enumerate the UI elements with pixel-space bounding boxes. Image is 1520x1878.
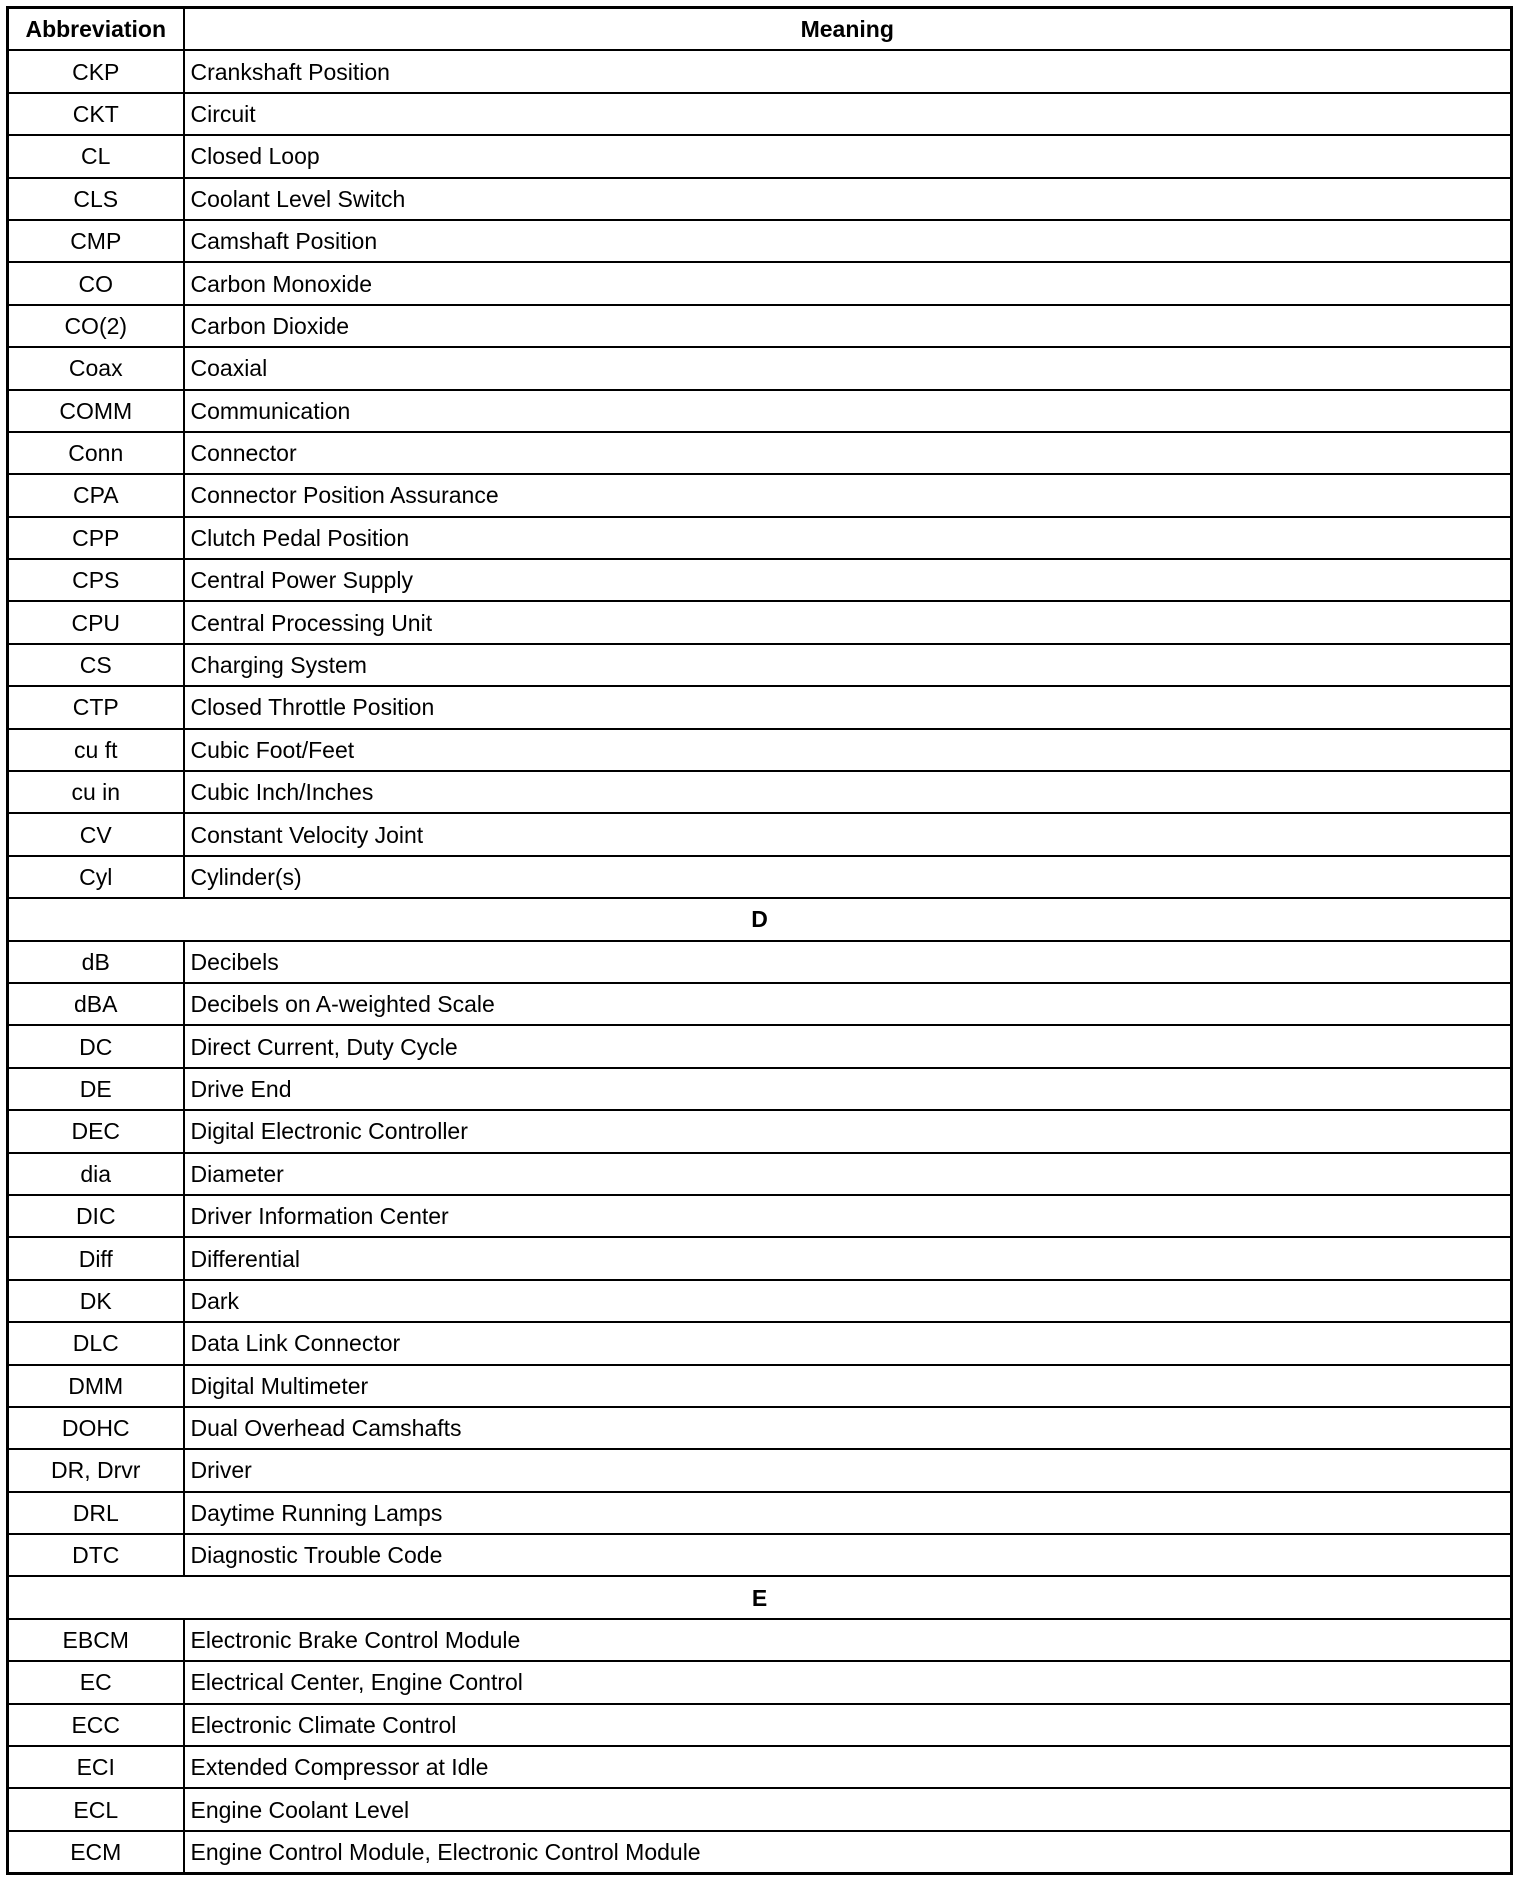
meaning-cell: Digital Multimeter	[184, 1365, 1512, 1407]
meaning-cell: Diagnostic Trouble Code	[184, 1534, 1512, 1576]
abbreviation-cell: cu ft	[8, 729, 184, 771]
table-row	[8, 1619, 1512, 1661]
abbreviation-cell: DE	[8, 1068, 184, 1110]
table-row	[8, 1407, 1512, 1449]
table-row	[8, 729, 1512, 771]
meaning-cell: Dual Overhead Camshafts	[184, 1407, 1512, 1449]
abbreviation-cell: DK	[8, 1280, 184, 1322]
table-row	[8, 220, 1512, 262]
meaning-cell: Connector	[184, 432, 1512, 474]
meaning-cell: Drive End	[184, 1068, 1512, 1110]
meaning-cell: Decibels	[184, 941, 1512, 983]
meaning-cell: Direct Current, Duty Cycle	[184, 1025, 1512, 1067]
meaning-cell: Extended Compressor at Idle	[184, 1746, 1512, 1788]
abbreviation-cell: CPA	[8, 474, 184, 516]
meaning-cell: Cubic Inch/Inches	[184, 771, 1512, 813]
table-row	[8, 390, 1512, 432]
meaning-cell: Data Link Connector	[184, 1322, 1512, 1364]
abbreviation-cell: DEC	[8, 1110, 184, 1152]
abbreviation-cell: CKP	[8, 50, 184, 92]
meaning-cell: Driver	[184, 1449, 1512, 1491]
abbreviation-cell: dia	[8, 1153, 184, 1195]
table-row	[8, 178, 1512, 220]
meaning-cell: Closed Throttle Position	[184, 686, 1512, 728]
abbreviation-cell: CPU	[8, 601, 184, 643]
table-row	[8, 1449, 1512, 1491]
table-row	[8, 1492, 1512, 1534]
abbreviation-cell: CPP	[8, 517, 184, 559]
meaning-cell: Engine Control Module, Electronic Control Module	[184, 1831, 1512, 1874]
abbreviation-cell: cu in	[8, 771, 184, 813]
meaning-cell: Dark	[184, 1280, 1512, 1322]
meaning-cell: Clutch Pedal Position	[184, 517, 1512, 559]
abbreviation-cell: CTP	[8, 686, 184, 728]
abbreviation-cell: dB	[8, 941, 184, 983]
table-row	[8, 474, 1512, 516]
table-row	[8, 50, 1512, 92]
meaning-cell: Coolant Level Switch	[184, 178, 1512, 220]
meaning-cell: Electronic Climate Control	[184, 1704, 1512, 1746]
table-row	[8, 1068, 1512, 1110]
table-row	[8, 601, 1512, 643]
meaning-cell: Constant Velocity Joint	[184, 813, 1512, 855]
table-row	[8, 1365, 1512, 1407]
table-body	[8, 50, 1512, 1873]
section-heading-row	[8, 1576, 1512, 1618]
table-row	[8, 262, 1512, 304]
section-heading-row	[8, 898, 1512, 940]
table-row	[8, 432, 1512, 474]
abbreviation-cell: DC	[8, 1025, 184, 1067]
abbreviation-cell: CL	[8, 135, 184, 177]
abbreviation-cell: ECM	[8, 1831, 184, 1874]
table-row	[8, 1153, 1512, 1195]
table-row	[8, 771, 1512, 813]
meaning-cell: Digital Electronic Controller	[184, 1110, 1512, 1152]
meaning-cell: Central Processing Unit	[184, 601, 1512, 643]
meaning-cell: Crankshaft Position	[184, 50, 1512, 92]
meaning-cell: Charging System	[184, 644, 1512, 686]
abbreviation-cell: DMM	[8, 1365, 184, 1407]
abbreviation-cell: CMP	[8, 220, 184, 262]
abbreviation-cell: CLS	[8, 178, 184, 220]
abbreviation-cell: DOHC	[8, 1407, 184, 1449]
table-row	[8, 93, 1512, 135]
meaning-cell: Differential	[184, 1237, 1512, 1279]
meaning-cell: Driver Information Center	[184, 1195, 1512, 1237]
abbreviation-cell: CV	[8, 813, 184, 855]
table-row	[8, 1237, 1512, 1279]
abbreviation-cell: Cyl	[8, 856, 184, 898]
abbreviation-cell: ECI	[8, 1746, 184, 1788]
table-row	[8, 941, 1512, 983]
table-row	[8, 856, 1512, 898]
abbreviation-table	[6, 6, 1513, 1875]
abbreviation-cell: DRL	[8, 1492, 184, 1534]
table-row	[8, 1195, 1512, 1237]
table-row	[8, 347, 1512, 389]
table-row	[8, 305, 1512, 347]
abbreviation-cell: Diff	[8, 1237, 184, 1279]
table-row	[8, 1322, 1512, 1364]
table-row	[8, 559, 1512, 601]
abbreviation-cell: COMM	[8, 390, 184, 432]
meaning-cell: Daytime Running Lamps	[184, 1492, 1512, 1534]
meaning-column-header: Meaning	[184, 8, 1512, 51]
table-row	[8, 1534, 1512, 1576]
abbreviation-cell: DLC	[8, 1322, 184, 1364]
meaning-cell: Camshaft Position	[184, 220, 1512, 262]
abbreviation-cell: CKT	[8, 93, 184, 135]
table-row	[8, 813, 1512, 855]
table-row	[8, 1110, 1512, 1152]
table-row	[8, 1661, 1512, 1703]
abbreviation-cell: CO(2)	[8, 305, 184, 347]
meaning-cell: Cylinder(s)	[184, 856, 1512, 898]
abbreviation-cell: dBA	[8, 983, 184, 1025]
abbreviation-cell: DIC	[8, 1195, 184, 1237]
meaning-cell: Carbon Dioxide	[184, 305, 1512, 347]
meaning-cell: Communication	[184, 390, 1512, 432]
section-heading: D	[8, 898, 1512, 940]
table-row	[8, 1025, 1512, 1067]
table-row	[8, 1831, 1512, 1874]
abbreviation-cell: CO	[8, 262, 184, 304]
meaning-cell: Circuit	[184, 93, 1512, 135]
abbreviation-cell: CPS	[8, 559, 184, 601]
table-row	[8, 983, 1512, 1025]
meaning-cell: Coaxial	[184, 347, 1512, 389]
table-row	[8, 644, 1512, 686]
meaning-cell: Closed Loop	[184, 135, 1512, 177]
abbreviation-column-header: Abbreviation	[8, 8, 184, 51]
table-row	[8, 1788, 1512, 1830]
table-row	[8, 686, 1512, 728]
abbreviation-cell: ECL	[8, 1788, 184, 1830]
abbreviation-cell: EC	[8, 1661, 184, 1703]
meaning-cell: Electronic Brake Control Module	[184, 1619, 1512, 1661]
abbreviation-cell: ECC	[8, 1704, 184, 1746]
meaning-cell: Cubic Foot/Feet	[184, 729, 1512, 771]
meaning-cell: Electrical Center, Engine Control	[184, 1661, 1512, 1703]
table-row	[8, 135, 1512, 177]
table-row	[8, 1280, 1512, 1322]
table-row	[8, 1704, 1512, 1746]
abbreviation-cell: Conn	[8, 432, 184, 474]
meaning-cell: Diameter	[184, 1153, 1512, 1195]
meaning-cell: Engine Coolant Level	[184, 1788, 1512, 1830]
meaning-cell: Central Power Supply	[184, 559, 1512, 601]
table-row	[8, 1746, 1512, 1788]
section-heading: E	[8, 1576, 1512, 1618]
table-row	[8, 517, 1512, 559]
meaning-cell: Decibels on A-weighted Scale	[184, 983, 1512, 1025]
abbreviation-cell: Coax	[8, 347, 184, 389]
meaning-cell: Connector Position Assurance	[184, 474, 1512, 516]
abbreviation-cell: DTC	[8, 1534, 184, 1576]
abbreviation-cell: CS	[8, 644, 184, 686]
meaning-cell: Carbon Monoxide	[184, 262, 1512, 304]
header-row	[8, 8, 1512, 51]
abbreviation-cell: EBCM	[8, 1619, 184, 1661]
abbreviation-cell: DR, Drvr	[8, 1449, 184, 1491]
